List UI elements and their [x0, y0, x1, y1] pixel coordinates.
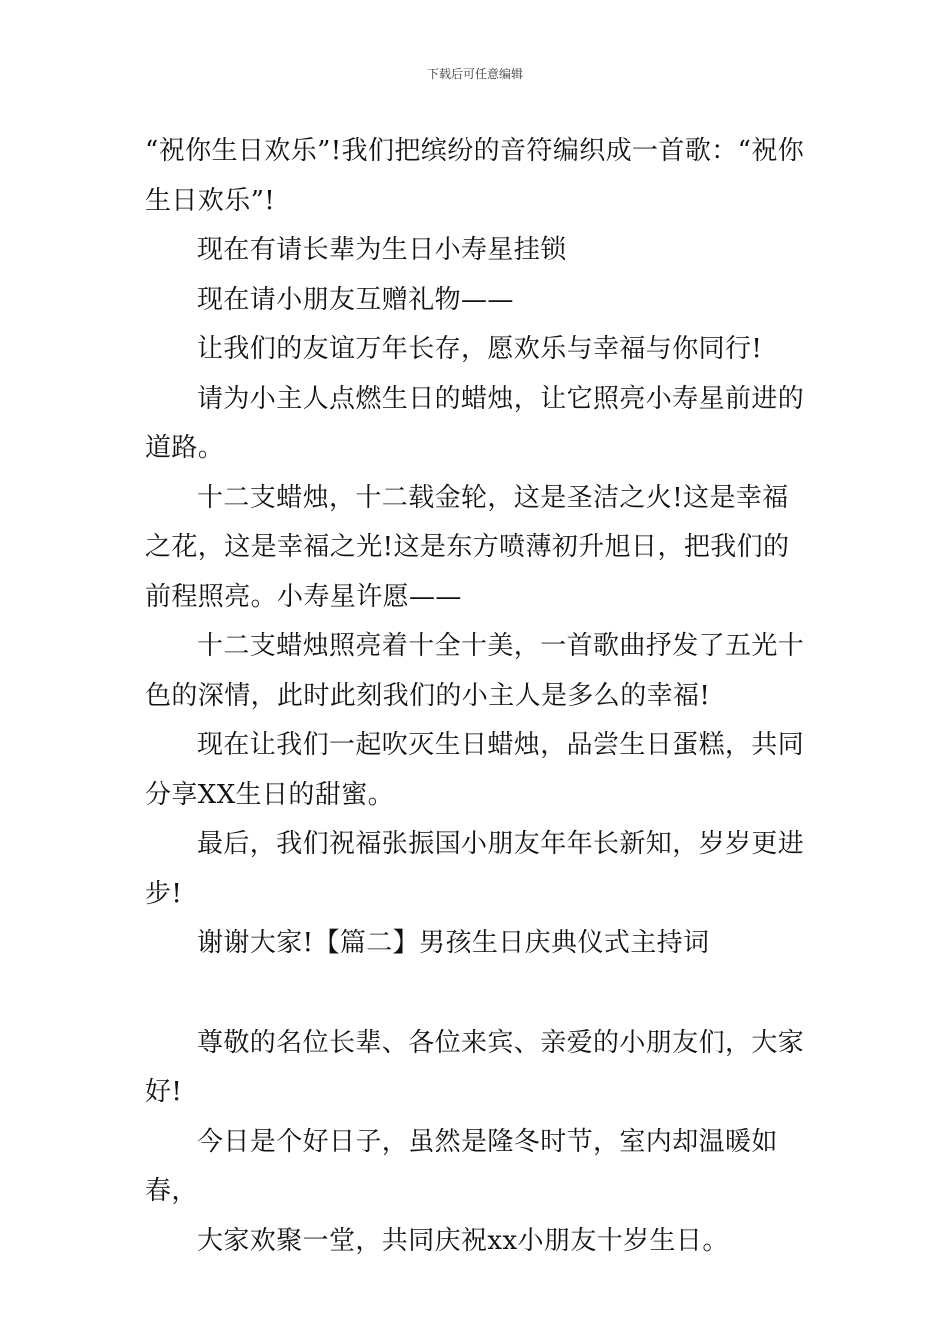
paragraph-10: 谢谢大家!【篇二】男孩生日庆典仪式主持词	[197, 928, 710, 958]
paragraph-6: 十二支蜡烛，十二载金轮，这是圣洁之火!这是幸福之花，这是幸福之光!这是东方喷薄初升旭日，把我们的前程照亮。小寿星许愿——	[145, 482, 790, 612]
paragraph-4: 让我们的友谊万年长存，愿欢乐与幸福与你同行!	[197, 334, 763, 364]
page-header: 下载后可任意编辑	[426, 67, 523, 81]
document-body	[145, 127, 807, 1266]
paragraph-5: 请为小主人点燃生日的蜡烛，让它照亮小寿星前进的道路。	[145, 383, 805, 463]
paragraph-11: 尊敬的名位长辈、各位来宾、亲爱的小朋友们，大家好!	[145, 1027, 805, 1107]
paragraph-13: 大家欢聚一堂，共同庆祝xx小朋友十岁生日。	[197, 1225, 729, 1256]
paragraph-2: 现在有请长辈为生日小寿星挂锁	[197, 235, 567, 265]
paragraph-12: 今日是个好日子，虽然是隆冬时节，室内却温暖如春，	[145, 1126, 778, 1206]
blank-line	[145, 969, 807, 1019]
paragraph-8: 现在让我们一起吹灭生日蜡烛，品尝生日蛋糕，共同分享XX生日的甜蜜。	[145, 730, 805, 810]
paragraph-9: 最后，我们祝福张振国小朋友年年长新知，岁岁更进步!	[145, 829, 805, 909]
paragraph-7: 十二支蜡烛照亮着十全十美，一首歌曲抒发了五光十色的深情，此时此刻我们的小主人是多么的幸福!	[145, 631, 805, 711]
paragraph-1: “祝你生日欢乐”!我们把缤纷的音符编织成一首歌：“祝你生日欢乐”!	[145, 136, 805, 216]
paragraph-3: 现在请小朋友互赠礼物——	[197, 284, 514, 315]
